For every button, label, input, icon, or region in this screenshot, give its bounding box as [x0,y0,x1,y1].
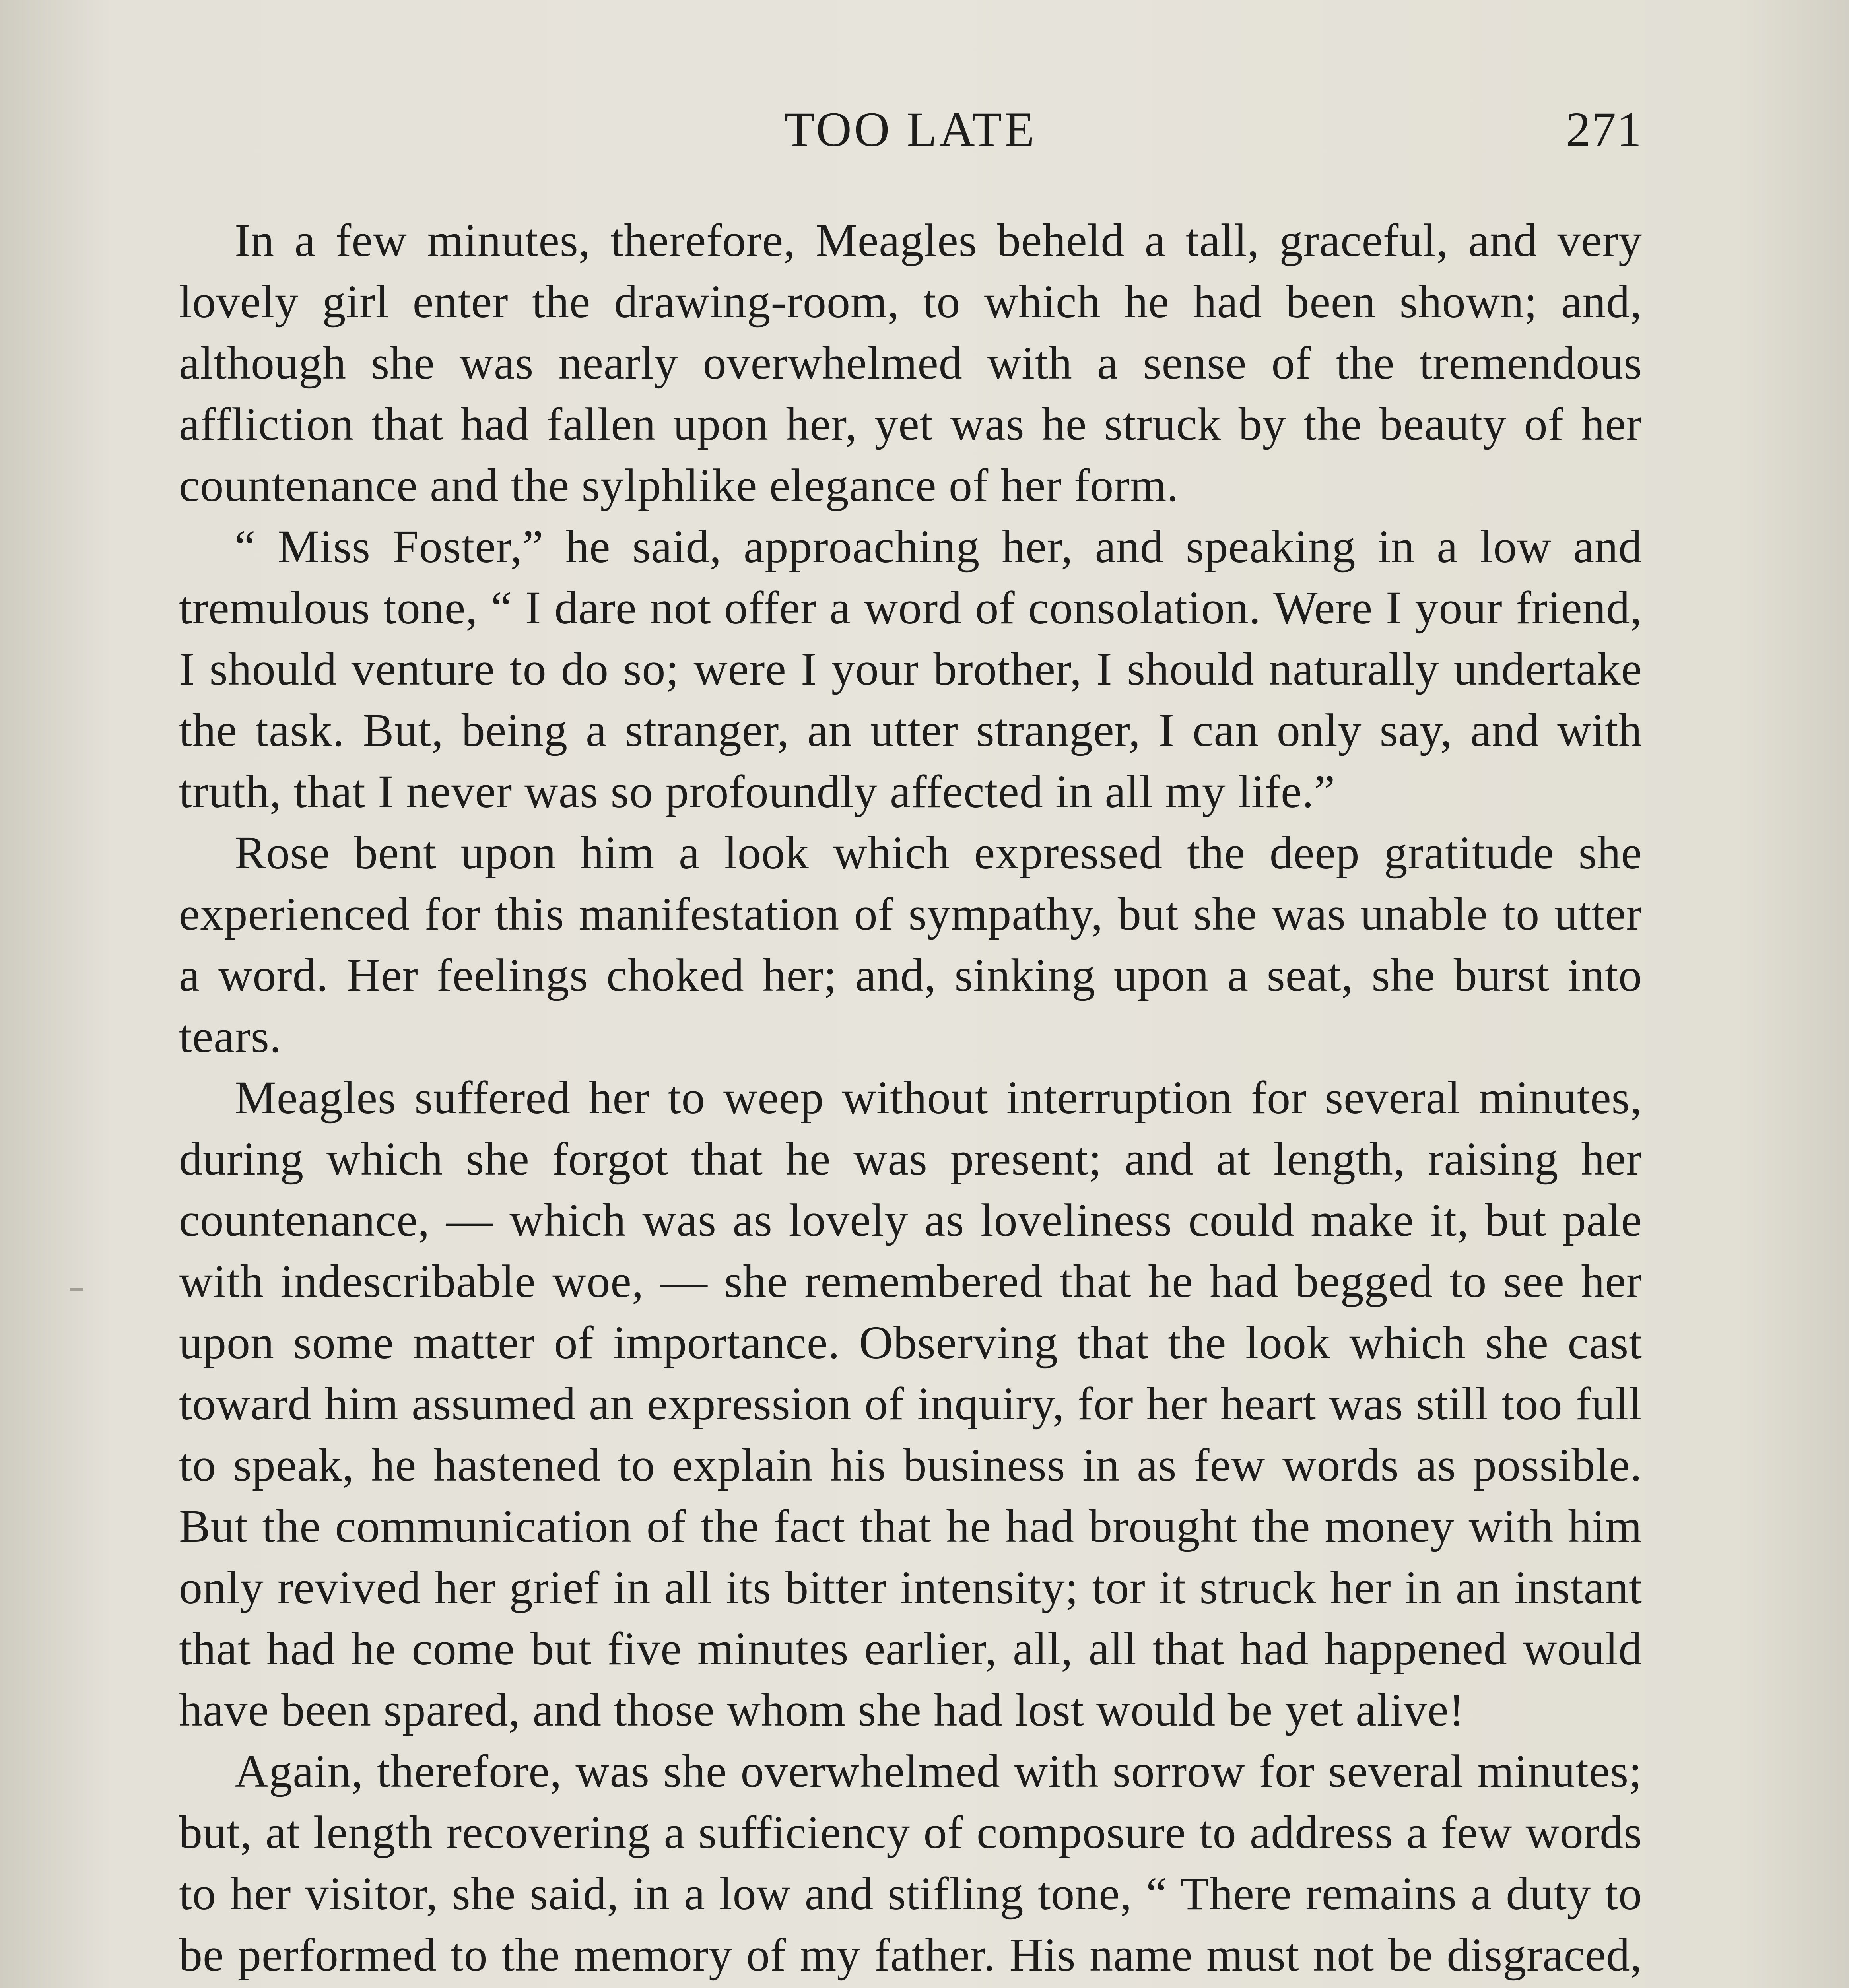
paragraph: Again, therefore, was she overwhelmed with sorrow for several minutes; but, at length recovering a sufficiency of composure to address a few words to her visitor, she said, in a low and stifling tone, “ There remains a duty to be performed to the memory of my father. His name must not be disgraced, [179,1745,1642,1981]
paragraph: Meagles suffered her to weep without interruption for several minutes, during which she forgot that he was present; and at length, raising her countenance, — which was as lovely as loveliness could make it, but pale with indescribable woe, — she remembered that he had begged to see her upon some matter of importance. Observing that the look which she cast toward him assumed an expression of inquiry, for her heart was still too full to speak, he hastened to explain his business in as few words as possible. But the communication of the fact that he had brought the money with him only revived her grief in all its bitter intensity; tor it struck her in an instant that had he come but five minutes earlier, all, all that had happened would have been spared, and those whom she had lost would be yet alive! [179,1072,1642,1736]
paragraph: “ Miss Foster,” he said, approaching her, and speaking in a low and tremulous tone, “ I dare not offer a word of consolation. Were I your friend, I should venture to do so; were I your brother, I should naturally undertake the task. But, being a stranger, an utter stranger, I can only say, and with truth, that I never was so profoundly affected in all my life.” [179,520,1642,817]
page-header [179,101,1642,165]
paragraph: Rose bent upon him a look which expressed the deep gratitude she experienced for this manifestation of sympathy, but she was unable to utter a word. Her feelings choked her; and, sinking upon a seat, she burst into tears. [179,827,1642,1062]
running-title: TOO LATE [784,102,1037,157]
margin-mark [70,1288,83,1291]
paragraph: In a few minutes, therefore, Meagles beheld a tall, graceful, and very lovely girl enter the drawing-room, to which he had been shown; and, although she was nearly overwhelmed with a sense of the tremendous affliction that had fallen upon her, yet was he struck by the beauty of her countenance and the sylphlike elegance of her form. [179,214,1642,511]
body-text [179,210,1642,1988]
page-number: 271 [1566,102,1642,157]
